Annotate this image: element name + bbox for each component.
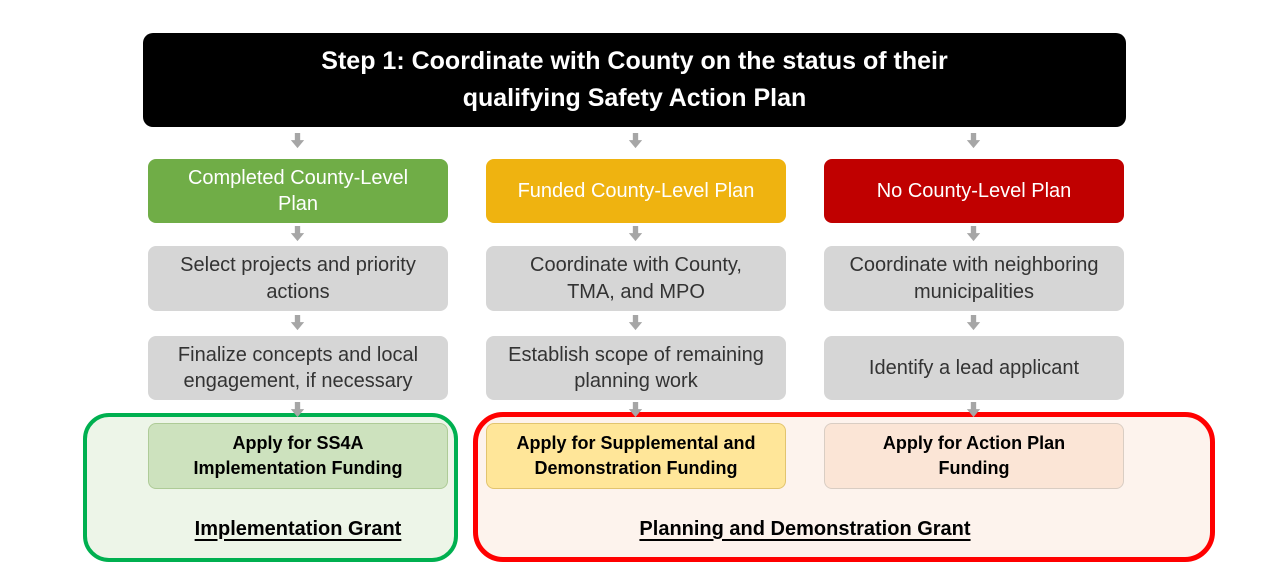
step-label: Establish scope of remaining xyxy=(508,343,764,366)
step-label: Coordinate with neighboring xyxy=(849,254,1099,277)
down-arrow-icon xyxy=(289,402,306,418)
down-arrow-icon xyxy=(965,133,982,149)
step-label: TMA, and MPO xyxy=(567,280,705,303)
down-arrow-icon xyxy=(627,133,644,149)
step-box xyxy=(824,246,1124,311)
step1-header-line1: Step 1: Coordinate with County on the status of their xyxy=(321,46,948,75)
planning-demonstration-grant-label: Planning and Demonstration Grant xyxy=(639,517,971,540)
step-box xyxy=(148,336,448,400)
apply-funding-box xyxy=(824,423,1124,489)
step-label: actions xyxy=(266,280,330,303)
step-label: engagement, if necessary xyxy=(183,370,413,392)
down-arrow-icon xyxy=(965,402,982,418)
step-label: planning work xyxy=(574,370,698,392)
implementation-grant-label: Implementation Grant xyxy=(194,517,402,540)
down-arrow-icon xyxy=(627,402,644,418)
down-arrow-icon xyxy=(965,315,982,331)
status-box-completed-plan xyxy=(148,159,448,223)
apply-label: Apply for SS4A xyxy=(232,432,364,453)
apply-funding-box xyxy=(486,423,786,489)
status-label: No County-Level Plan xyxy=(876,179,1072,202)
step-label: Coordinate with County, xyxy=(530,254,742,277)
apply-funding-box xyxy=(148,423,448,489)
status-label: Completed County-Level xyxy=(187,166,409,189)
step-label: Select projects and priority xyxy=(180,254,416,277)
down-arrow-icon xyxy=(289,226,306,242)
step-box xyxy=(824,336,1124,400)
apply-label: Apply for Action Plan xyxy=(882,432,1066,453)
down-arrow-icon xyxy=(289,133,306,149)
step1-header-line2: qualifying Safety Action Plan xyxy=(462,84,807,112)
step-label: Identify a lead applicant xyxy=(868,356,1080,379)
step-box xyxy=(486,336,786,400)
status-box-funded-plan xyxy=(486,159,786,223)
step1-header xyxy=(143,33,1126,127)
step-box xyxy=(486,246,786,311)
down-arrow-icon xyxy=(627,315,644,331)
step-label: Finalize concepts and local xyxy=(177,343,419,366)
down-arrow-icon xyxy=(289,315,306,331)
apply-label: Demonstration Funding xyxy=(534,458,738,478)
status-label: Plan xyxy=(277,193,319,215)
apply-label: Apply for Supplemental and xyxy=(516,432,756,453)
status-label: Funded County-Level Plan xyxy=(517,179,755,202)
apply-label: Funding xyxy=(938,458,1010,478)
down-arrow-icon xyxy=(627,226,644,242)
apply-label: Implementation Funding xyxy=(193,458,403,478)
status-box-no-plan xyxy=(824,159,1124,223)
step-label: municipalities xyxy=(913,280,1035,303)
down-arrow-icon xyxy=(965,226,982,242)
step-box xyxy=(148,246,448,311)
